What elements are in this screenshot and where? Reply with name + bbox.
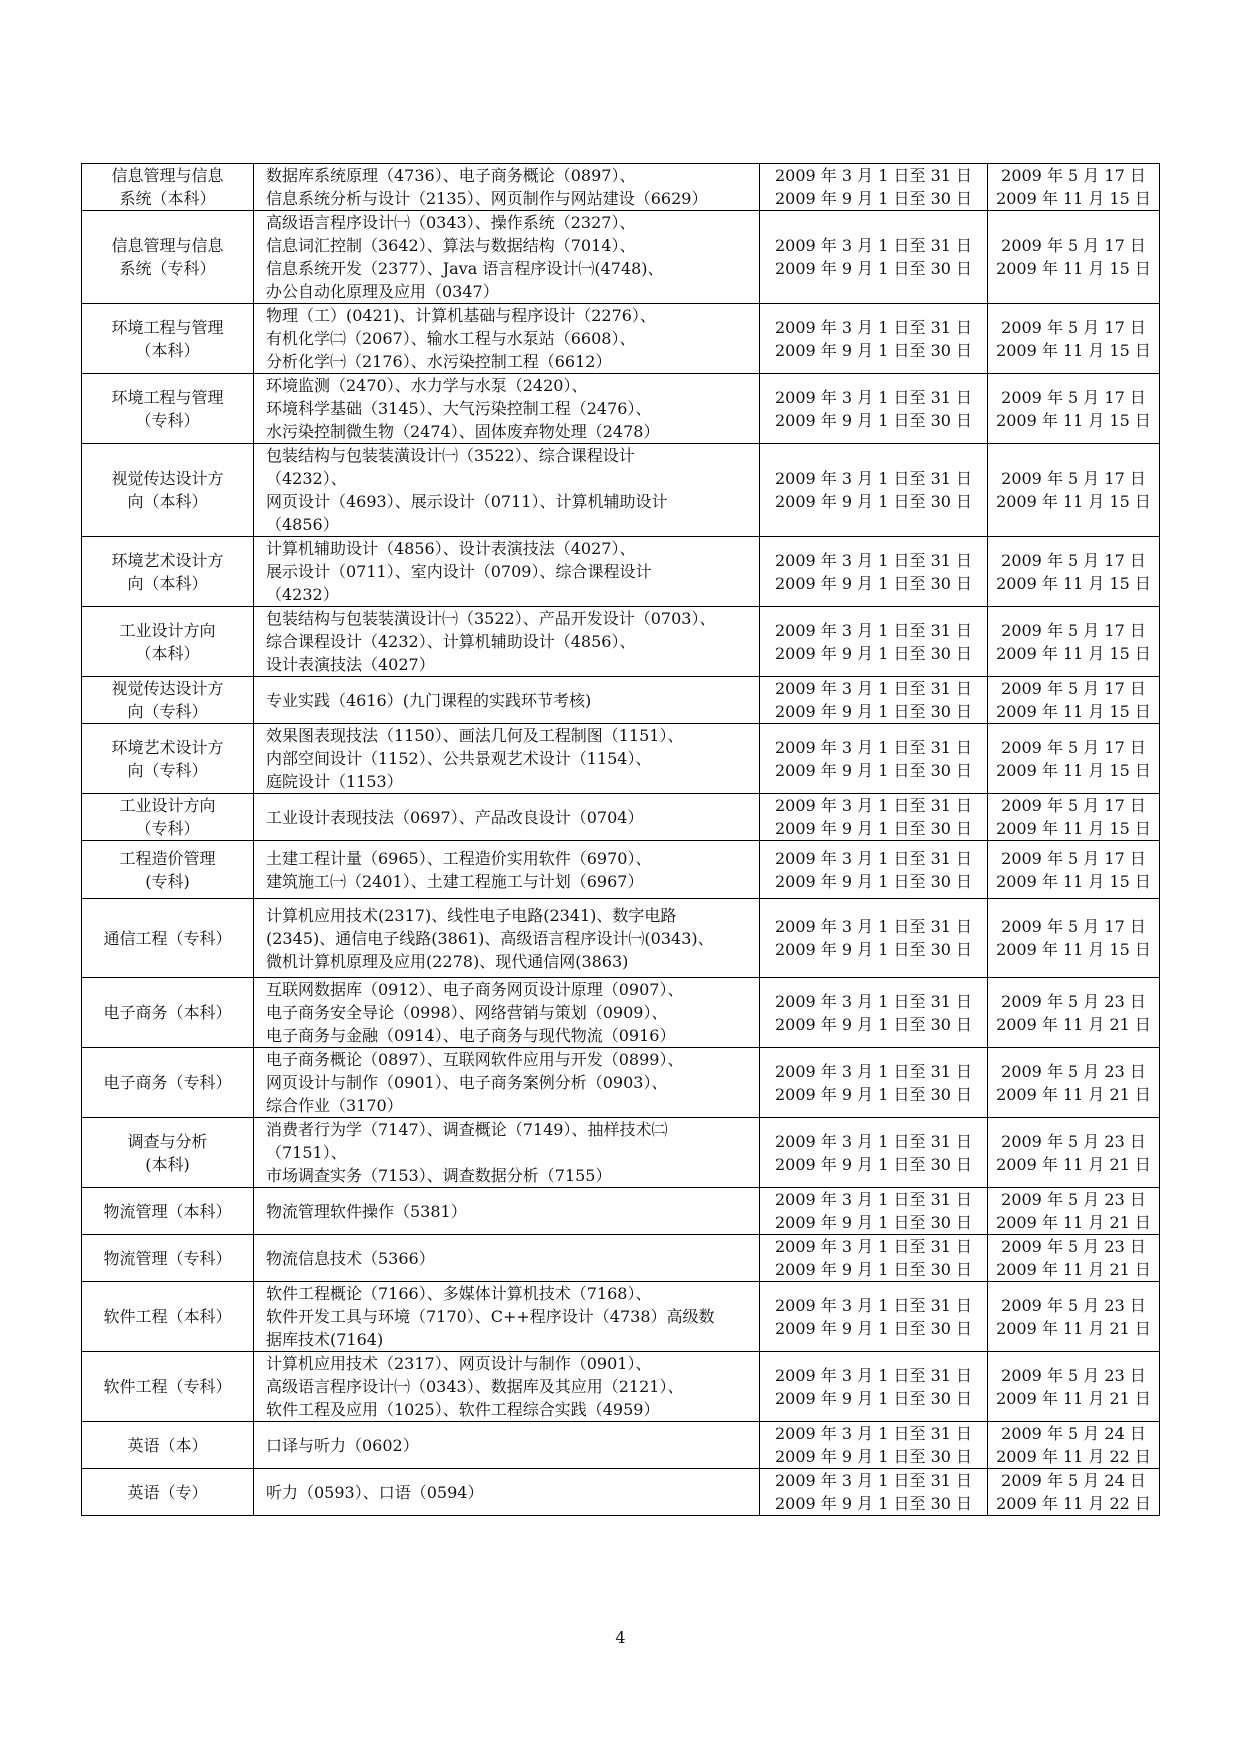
exam-date-line: 2009 年 11 月 15 日 (996, 492, 1151, 511)
courses-line: 展示设计（0711）、室内设计（0709）、综合课程设计 (266, 562, 652, 581)
table-row (82, 899, 1160, 978)
exam-date-line: 2009 年 11 月 22 日 (996, 1494, 1151, 1513)
courses-line: 据库技术(7164) (266, 1330, 384, 1349)
major-cell (82, 1282, 254, 1352)
courses-line: 专业实践（4616）(九门课程的实践环节考核) (266, 690, 592, 710)
exam-date-line: 2009 年 11 月 21 日 (996, 1084, 1151, 1104)
exam-date-line: 2009 年 5 月 17 日 (1001, 737, 1146, 757)
table-row (82, 607, 1160, 677)
courses-cell (254, 724, 760, 794)
courses-line: 网页设计与制作（0901）、电子商务案例分析（0903）、 (266, 1073, 668, 1092)
application-period-line: 2009 年 9 月 1 日至 30 日 (774, 189, 973, 208)
application-period-line: 2009 年 9 月 1 日至 30 日 (774, 702, 973, 721)
courses-line: 市场调查实务（7153）、调查数据分析（7155） (266, 1166, 612, 1185)
major-line: （本科） (135, 643, 200, 663)
major-cell (82, 374, 254, 444)
application-period-cell (760, 304, 988, 374)
exam-date-cell (988, 304, 1160, 374)
major-line: 系统（本科） (119, 189, 216, 208)
application-period-line: 2009 年 3 月 1 日至 31 日 (774, 1295, 973, 1315)
courses-line: 信息系统分析与设计（2135）、网页制作与网站建设（6629） (266, 189, 708, 208)
major-cell (82, 1422, 254, 1469)
major-line: （专科） (135, 819, 200, 838)
courses-line: 电子商务与金融（0914）、电子商务与现代物流（0916） (266, 1026, 676, 1045)
major-line: 视觉传达设计方 (111, 679, 224, 698)
exam-date-cell (988, 1352, 1160, 1422)
major-cell (82, 537, 254, 607)
courses-line: 计算机辅助设计（4856）、设计表演技法（4027）、 (266, 539, 636, 558)
major-cell (82, 899, 254, 978)
courses-line: 办公自动化原理及应用（0347） (266, 282, 499, 301)
application-period-cell (760, 1352, 988, 1422)
application-period-line: 2009 年 3 月 1 日至 31 日 (774, 1061, 973, 1081)
application-period-line: 2009 年 9 月 1 日至 30 日 (774, 259, 973, 278)
major-cell (82, 1048, 254, 1118)
courses-cell (254, 841, 760, 899)
application-period-line: 2009 年 3 月 1 日至 31 日 (774, 917, 973, 936)
application-period-line: 2009 年 9 月 1 日至 30 日 (774, 1213, 973, 1232)
exam-date-cell (988, 537, 1160, 607)
exam-date-cell (988, 899, 1160, 978)
courses-line: 软件开发工具与环境（7170）、C++程序设计（4738）高级数 (266, 1307, 715, 1326)
application-period-cell (760, 607, 988, 677)
major-line: 向（专科） (127, 702, 208, 721)
exam-date-line: 2009 年 5 月 17 日 (1001, 469, 1146, 488)
application-period-cell (760, 1422, 988, 1469)
exam-date-line: 2009 年 5 月 17 日 (1001, 796, 1146, 815)
exam-date-cell (988, 444, 1160, 537)
courses-cell (254, 1352, 760, 1422)
exam-date-line: 2009 年 5 月 17 日 (1001, 317, 1146, 337)
application-period-line: 2009 年 3 月 1 日至 31 日 (774, 737, 973, 757)
major-line: 英语（本） (127, 1435, 208, 1455)
application-period-line: 2009 年 9 月 1 日至 30 日 (774, 643, 973, 663)
exam-date-line: 2009 年 5 月 23 日 (1001, 1365, 1146, 1385)
courses-line: （4232） (266, 585, 339, 604)
application-period-line: 2009 年 3 月 1 日至 31 日 (774, 469, 973, 488)
application-period-line: 2009 年 9 月 1 日至 30 日 (774, 940, 973, 959)
courses-line: 工业设计表现技法（0697）、产品改良设计（0704） (266, 807, 644, 827)
application-period-cell (760, 841, 988, 899)
application-period-line: 2009 年 9 月 1 日至 30 日 (774, 819, 973, 838)
major-line: （专科） (135, 410, 200, 430)
major-line: 英语（专） (127, 1482, 208, 1502)
courses-line: 环境监测（2470）、水力学与水泵（2420）、 (266, 376, 588, 395)
exam-date-line: 2009 年 5 月 23 日 (1001, 1295, 1146, 1315)
exam-date-line: 2009 年 5 月 17 日 (1001, 387, 1146, 407)
application-period-line: 2009 年 3 月 1 日至 31 日 (774, 679, 973, 698)
major-cell (82, 1188, 254, 1235)
exam-date-cell (988, 794, 1160, 841)
courses-line: 软件工程及应用（1025）、软件工程综合实践（4959） (266, 1400, 660, 1419)
courses-line: 高级语言程序设计㈠（0343）、数据库及其应用（2121）、 (266, 1377, 684, 1396)
major-line: 信息管理与信息 (111, 166, 224, 185)
application-period-cell (760, 978, 988, 1048)
courses-cell (254, 444, 760, 537)
courses-cell (254, 794, 760, 841)
application-period-cell (760, 211, 988, 304)
courses-line: （4232）、 (266, 469, 347, 488)
exam-date-line: 2009 年 11 月 15 日 (996, 940, 1151, 959)
application-period-line: 2009 年 9 月 1 日至 30 日 (774, 1318, 973, 1338)
courses-line: 听力（0593）、口语（0594） (266, 1482, 484, 1502)
table-row (82, 794, 1160, 841)
exam-date-cell (988, 841, 1160, 899)
table-row (82, 537, 1160, 607)
exam-date-line: 2009 年 11 月 15 日 (996, 410, 1151, 430)
application-period-line: 2009 年 9 月 1 日至 30 日 (774, 1260, 973, 1279)
courses-line: 综合课程设计（4232）、计算机辅助设计（4856）、 (266, 632, 636, 651)
courses-cell (254, 899, 760, 978)
application-period-line: 2009 年 9 月 1 日至 30 日 (774, 1084, 973, 1104)
courses-cell (254, 1188, 760, 1235)
application-period-line: 2009 年 9 月 1 日至 30 日 (774, 1447, 973, 1466)
exam-date-line: 2009 年 5 月 24 日 (1001, 1471, 1146, 1490)
application-period-line: 2009 年 3 月 1 日至 31 日 (774, 387, 973, 407)
exam-date-line: 2009 年 5 月 17 日 (1001, 848, 1146, 868)
courses-line: 物流信息技术（5366） (266, 1248, 435, 1268)
major-cell (82, 444, 254, 537)
courses-line: 电子商务概论（0897）、互联网软件应用与开发（0899）、 (266, 1050, 684, 1069)
major-line: 向（本科） (127, 492, 208, 511)
application-period-line: 2009 年 3 月 1 日至 31 日 (774, 1365, 973, 1385)
table-row (82, 1352, 1160, 1422)
application-period-line: 2009 年 9 月 1 日至 30 日 (774, 1154, 973, 1174)
courses-line: 网页设计（4693）、展示设计（0711）、计算机辅助设计 (266, 492, 668, 511)
major-line: (本科) (145, 1154, 190, 1174)
exam-date-line: 2009 年 11 月 21 日 (996, 1154, 1151, 1174)
major-line: 电子商务（专科） (103, 1073, 232, 1092)
courses-line: 口译与听力（0602） (266, 1435, 419, 1455)
major-line: 调查与分析 (127, 1131, 208, 1151)
exam-date-cell (988, 1469, 1160, 1516)
exam-date-cell (988, 1048, 1160, 1118)
table-row (82, 724, 1160, 794)
courses-cell (254, 1422, 760, 1469)
courses-cell (254, 978, 760, 1048)
exam-date-line: 2009 年 11 月 22 日 (996, 1447, 1151, 1466)
application-period-line: 2009 年 9 月 1 日至 30 日 (774, 573, 973, 593)
application-period-cell (760, 1282, 988, 1352)
courses-cell (254, 1282, 760, 1352)
courses-cell (254, 1469, 760, 1516)
application-period-line: 2009 年 9 月 1 日至 30 日 (774, 1388, 973, 1408)
courses-line: 设计表演技法（4027） (266, 655, 435, 674)
exam-date-line: 2009 年 11 月 15 日 (996, 643, 1151, 663)
table-row (82, 1282, 1160, 1352)
courses-cell (254, 164, 760, 211)
courses-line: 综合作业（3170） (266, 1096, 403, 1115)
exam-date-line: 2009 年 5 月 23 日 (1001, 1061, 1146, 1081)
major-line: 工业设计方向 (119, 620, 216, 640)
exam-date-cell (988, 677, 1160, 724)
exam-date-line: 2009 年 5 月 23 日 (1001, 1190, 1146, 1209)
major-line: 物流管理（本科） (103, 1201, 232, 1221)
exam-date-cell (988, 164, 1160, 211)
table-row (82, 1118, 1160, 1188)
table-row (82, 1235, 1160, 1282)
exam-date-line: 2009 年 5 月 17 日 (1001, 917, 1146, 936)
courses-line: 信息系统开发（2377）、Java 语言程序设计㈠(4748)、 (266, 259, 664, 278)
application-period-cell (760, 899, 988, 978)
courses-line: 物流管理软件操作（5381） (266, 1201, 467, 1221)
courses-cell (254, 537, 760, 607)
major-cell (82, 1469, 254, 1516)
application-period-line: 2009 年 3 月 1 日至 31 日 (774, 796, 973, 815)
application-period-line: 2009 年 3 月 1 日至 31 日 (774, 991, 973, 1011)
courses-line: 环境科学基础（3145）、大气污染控制工程（2476）、 (266, 399, 652, 418)
application-period-cell (760, 677, 988, 724)
courses-line: 分析化学㈠（2176）、水污染控制工程（6612） (266, 352, 612, 371)
table-row (82, 1188, 1160, 1235)
application-period-line: 2009 年 3 月 1 日至 31 日 (774, 1237, 973, 1256)
application-period-line: 2009 年 3 月 1 日至 31 日 (774, 848, 973, 868)
exam-date-cell (988, 211, 1160, 304)
exam-date-line: 2009 年 11 月 15 日 (996, 189, 1151, 208)
application-period-cell (760, 1188, 988, 1235)
application-period-cell (760, 1118, 988, 1188)
exam-date-cell (988, 1118, 1160, 1188)
exam-date-line: 2009 年 11 月 15 日 (996, 340, 1151, 360)
application-period-line: 2009 年 3 月 1 日至 31 日 (774, 1471, 973, 1490)
major-cell (82, 211, 254, 304)
major-line: 环境工程与管理 (111, 317, 224, 337)
exam-date-line: 2009 年 11 月 21 日 (996, 1388, 1151, 1408)
exam-date-line: 2009 年 11 月 15 日 (996, 573, 1151, 593)
courses-cell (254, 607, 760, 677)
major-line: 向（本科） (127, 573, 208, 593)
courses-line: 土建工程计量（6965）、工程造价实用软件（6970）、 (266, 848, 652, 868)
application-period-line: 2009 年 9 月 1 日至 30 日 (774, 760, 973, 780)
exam-date-line: 2009 年 5 月 17 日 (1001, 236, 1146, 255)
courses-line: 包装结构与包装装潢设计㈠（3522）、综合课程设计 (266, 446, 635, 465)
major-line: 环境艺术设计方 (111, 550, 224, 570)
exam-date-line: 2009 年 11 月 15 日 (996, 819, 1151, 838)
exam-date-cell (988, 1282, 1160, 1352)
application-period-line: 2009 年 9 月 1 日至 30 日 (774, 871, 973, 891)
courses-line: 内部空间设计（1152）、公共景观艺术设计（1154）、 (266, 749, 652, 768)
table-row (82, 978, 1160, 1048)
application-period-cell (760, 1235, 988, 1282)
courses-line: 软件工程概论（7166）、多媒体计算机技术（7168）、 (266, 1284, 652, 1303)
application-period-line: 2009 年 3 月 1 日至 31 日 (774, 550, 973, 570)
exam-date-cell (988, 1422, 1160, 1469)
courses-line: 信息词汇控制（3642）、算法与数据结构（7014）、 (266, 236, 636, 255)
table-row (82, 841, 1160, 899)
major-line: (专科) (145, 871, 190, 891)
major-line: 信息管理与信息 (111, 236, 224, 255)
major-cell (82, 1118, 254, 1188)
exam-date-cell (988, 374, 1160, 444)
page-number: 4 (615, 1628, 626, 1647)
table-row (82, 164, 1160, 211)
table-row (82, 1048, 1160, 1118)
major-cell (82, 677, 254, 724)
exam-date-line: 2009 年 5 月 17 日 (1001, 550, 1146, 570)
courses-line: 高级语言程序设计㈠（0343）、操作系统（2327）、 (266, 213, 636, 232)
courses-line: 水污染控制微生物（2474）、固体废弃物处理（2478） (266, 422, 660, 441)
major-line: 系统（专科） (119, 259, 216, 278)
courses-line: (2345)、通信电子线路(3861)、高级语言程序设计㈠(0343)、 (266, 928, 714, 948)
courses-cell (254, 677, 760, 724)
application-period-cell (760, 1469, 988, 1516)
exam-date-cell (988, 724, 1160, 794)
major-cell (82, 1235, 254, 1282)
application-period-line: 2009 年 9 月 1 日至 30 日 (774, 1014, 973, 1034)
major-cell (82, 794, 254, 841)
table-row (82, 677, 1160, 724)
table-row (82, 211, 1160, 304)
courses-line: 计算机应用技术（2317）、网页设计与制作（0901）、 (266, 1354, 652, 1373)
major-line: 视觉传达设计方 (111, 469, 224, 488)
application-period-line: 2009 年 3 月 1 日至 31 日 (774, 166, 973, 185)
application-period-line: 2009 年 3 月 1 日至 31 日 (774, 317, 973, 337)
exam-date-line: 2009 年 11 月 15 日 (996, 259, 1151, 278)
exam-date-line: 2009 年 5 月 23 日 (1001, 991, 1146, 1011)
exam-date-line: 2009 年 11 月 21 日 (996, 1014, 1151, 1034)
exam-date-line: 2009 年 5 月 23 日 (1001, 1237, 1146, 1256)
courses-line: 效果图表现技法（1150）、画法几何及工程制图（1151）、 (266, 726, 684, 745)
application-period-cell (760, 537, 988, 607)
courses-cell (254, 1048, 760, 1118)
table-row (82, 304, 1160, 374)
application-period-cell (760, 164, 988, 211)
exam-date-cell (988, 1188, 1160, 1235)
application-period-line: 2009 年 3 月 1 日至 31 日 (774, 1131, 973, 1151)
major-line: 物流管理（专科） (103, 1248, 232, 1268)
major-line: 电子商务（本科） (103, 1003, 232, 1022)
application-period-cell (760, 794, 988, 841)
exam-date-line: 2009 年 5 月 17 日 (1001, 679, 1146, 698)
exam-date-line: 2009 年 11 月 15 日 (996, 760, 1151, 780)
major-cell (82, 607, 254, 677)
courses-line: 有机化学㈡（2067）、输水工程与水泵站（6608）、 (266, 329, 636, 348)
courses-line: 微机计算机原理及应用(2278)、现代通信网(3863) (266, 951, 629, 971)
major-line: 软件工程（专科） (103, 1377, 232, 1396)
courses-cell (254, 374, 760, 444)
courses-line: 庭院设计（1153） (266, 772, 403, 791)
major-cell (82, 724, 254, 794)
courses-line: （4856） (266, 515, 339, 534)
major-cell (82, 164, 254, 211)
application-period-line: 2009 年 3 月 1 日至 31 日 (774, 1190, 973, 1209)
application-period-line: 2009 年 3 月 1 日至 31 日 (774, 236, 973, 255)
courses-line: 电子商务安全导论（0998）、网络营销与策划（0909）、 (266, 1003, 668, 1022)
table-row (82, 444, 1160, 537)
major-line: 通信工程（专科） (103, 928, 232, 948)
courses-cell (254, 211, 760, 304)
application-period-line: 2009 年 3 月 1 日至 31 日 (774, 620, 973, 640)
exam-date-line: 2009 年 11 月 21 日 (996, 1260, 1151, 1279)
table-row (82, 1422, 1160, 1469)
application-period-line: 2009 年 3 月 1 日至 31 日 (774, 1424, 973, 1443)
exam-date-cell (988, 607, 1160, 677)
major-line: 向（专科） (127, 760, 208, 780)
exam-date-line: 2009 年 11 月 15 日 (996, 871, 1151, 891)
application-period-cell (760, 444, 988, 537)
application-period-line: 2009 年 9 月 1 日至 30 日 (774, 340, 973, 360)
exam-date-line: 2009 年 5 月 24 日 (1001, 1424, 1146, 1443)
major-cell (82, 304, 254, 374)
major-line: （本科） (135, 340, 200, 360)
major-cell (82, 841, 254, 899)
courses-line: 包装结构与包装装潢设计㈠（3522）、产品开发设计（0703）、 (266, 609, 716, 628)
courses-line: 计算机应用技术(2317)、线性电子电路(2341)、数字电路 (266, 905, 677, 925)
major-cell (82, 978, 254, 1048)
table-row (82, 374, 1160, 444)
application-period-cell (760, 1048, 988, 1118)
exam-date-line: 2009 年 11 月 21 日 (996, 1213, 1151, 1232)
application-period-line: 2009 年 9 月 1 日至 30 日 (774, 410, 973, 430)
application-period-cell (760, 724, 988, 794)
courses-line: 消费者行为学（7147）、调查概论（7149）、抽样技术㈡ (266, 1120, 668, 1139)
courses-cell (254, 1118, 760, 1188)
exam-date-line: 2009 年 11 月 21 日 (996, 1318, 1151, 1338)
courses-line: 数据库系统原理（4736）、电子商务概论（0897）、 (266, 166, 636, 185)
major-line: 环境艺术设计方 (111, 737, 224, 757)
application-period-line: 2009 年 9 月 1 日至 30 日 (774, 1494, 973, 1513)
exam-date-line: 2009 年 11 月 15 日 (996, 702, 1151, 721)
exam-schedule-table (81, 163, 1160, 1516)
exam-date-line: 2009 年 5 月 23 日 (1001, 1131, 1146, 1151)
major-line: 工程造价管理 (119, 848, 216, 868)
table-row (82, 1469, 1160, 1516)
major-line: 软件工程（本科） (103, 1307, 232, 1326)
courses-cell (254, 1235, 760, 1282)
application-period-line: 2009 年 9 月 1 日至 30 日 (774, 492, 973, 511)
exam-date-cell (988, 978, 1160, 1048)
exam-date-line: 2009 年 5 月 17 日 (1001, 620, 1146, 640)
exam-date-cell (988, 1235, 1160, 1282)
courses-line: 物理（工）(0421)、计算机基础与程序设计（2276）、 (266, 306, 656, 325)
exam-date-line: 2009 年 5 月 17 日 (1001, 166, 1146, 185)
courses-line: （7151）、 (266, 1143, 347, 1162)
courses-cell (254, 304, 760, 374)
major-line: 工业设计方向 (119, 796, 216, 815)
major-line: 环境工程与管理 (111, 387, 224, 407)
application-period-cell (760, 374, 988, 444)
courses-line: 互联网数据库（0912）、电子商务网页设计原理（0907）、 (266, 980, 684, 999)
courses-line: 建筑施工㈠（2401）、土建工程施工与计划（6967） (266, 871, 644, 891)
major-cell (82, 1352, 254, 1422)
exam-schedule-table-body (82, 164, 1160, 1516)
